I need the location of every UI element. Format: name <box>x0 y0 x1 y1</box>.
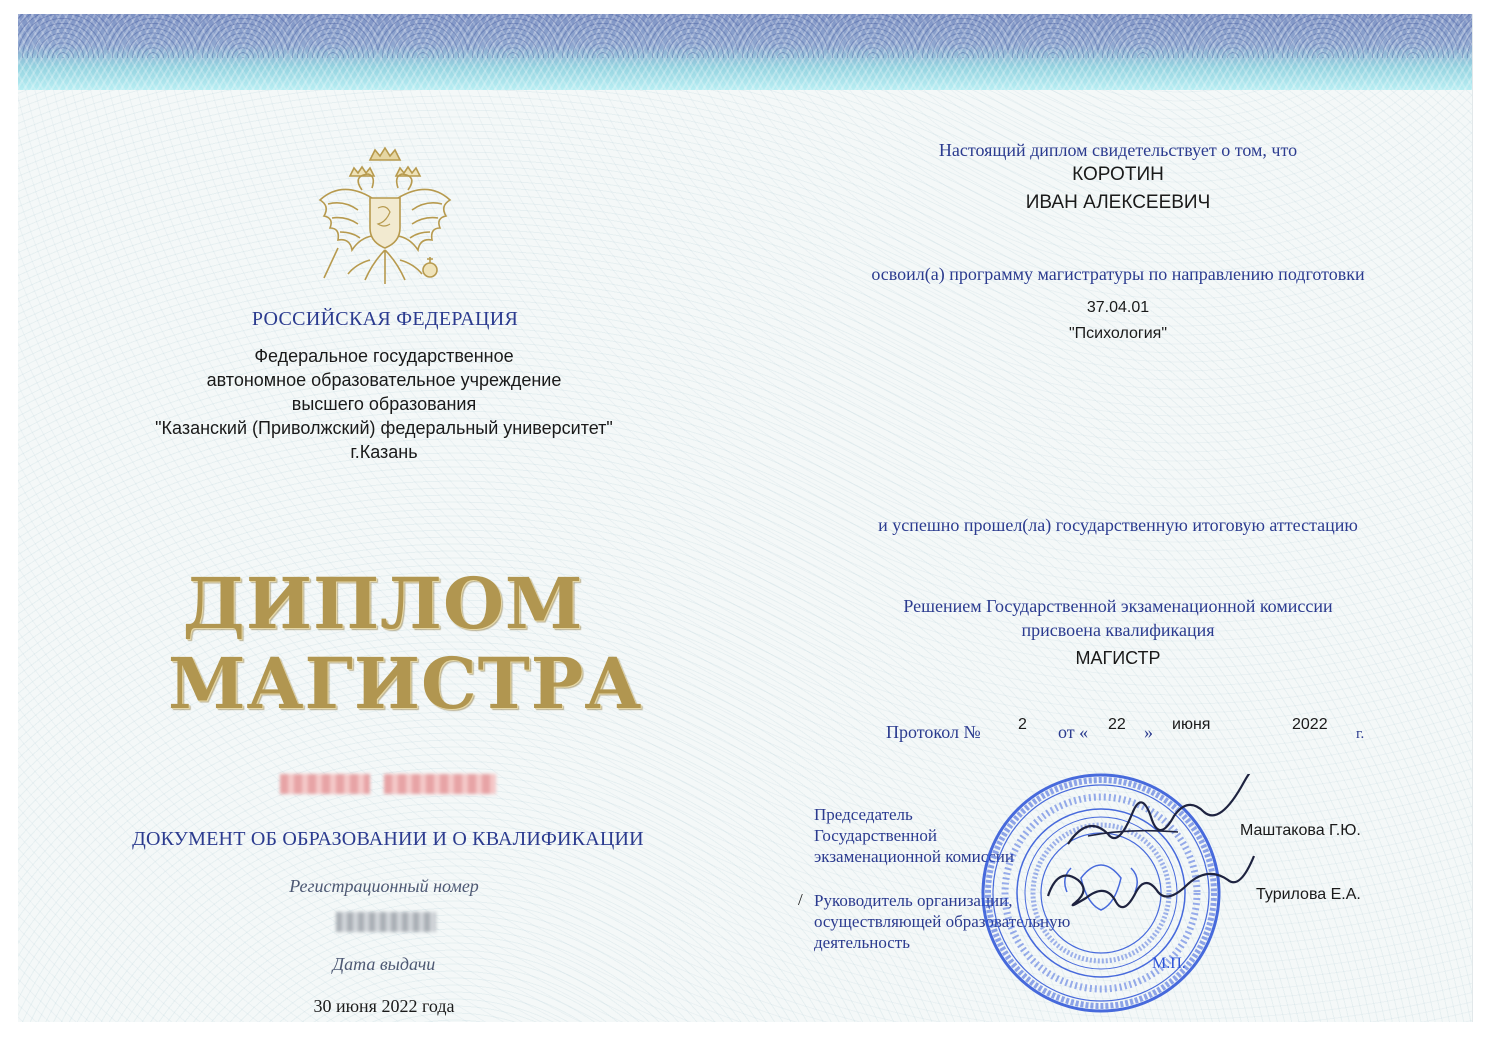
head-title-line: деятельность <box>814 933 910 952</box>
head-signature <box>1038 852 1258 922</box>
institution-name <box>134 344 634 464</box>
seal-mark-text: М.П. <box>1152 955 1186 972</box>
graduate-given-names: ИВАН АЛЕКСЕЕВИЧ <box>1025 192 1211 213</box>
protocol-number: 2 <box>1018 716 1027 733</box>
program-code: 37.04.01 <box>1086 299 1150 316</box>
protocol-close-quote: » <box>1144 722 1153 742</box>
protocol-from: от « <box>1058 722 1089 742</box>
institution-line: Федеральное государственное <box>254 346 514 366</box>
diploma-sheet <box>18 14 1473 1022</box>
protocol-line <box>886 716 1386 746</box>
redacted-number <box>384 774 496 794</box>
diploma-title-line2: МАГИСТРА <box>168 642 643 725</box>
coat-of-arms-icon <box>300 138 470 298</box>
protocol-label: Протокол № <box>886 722 981 742</box>
head-name: Турилова Е.А. <box>1256 886 1361 903</box>
attestation-text: и успешно прошел(ла) государственную итоговую аттестацию <box>878 515 1358 535</box>
qualification-assigned-text: присвоена квалификация <box>1021 620 1215 640</box>
diploma-title-line1: ДИПЛОМ <box>182 562 584 645</box>
head-title-line: осуществляющей образовательную <box>814 912 1071 931</box>
graduate-surname: КОРОТИН <box>1072 164 1164 185</box>
country-name: РОССИЙСКАЯ ФЕДЕРАЦИЯ <box>251 308 519 330</box>
protocol-month: июня <box>1172 716 1211 733</box>
chair-signature <box>1048 774 1278 864</box>
certifies-text: Настоящий диплом свидетельствует о том, что <box>938 140 1298 160</box>
chair-title-line: Председатель <box>814 805 913 824</box>
chair-name: Маштакова Г.Ю. <box>1240 822 1361 839</box>
institution-line: "Казанский (Приволжский) федеральный университет" <box>155 418 613 438</box>
protocol-year-suffix: г. <box>1356 726 1365 742</box>
institution-city: г.Казань <box>350 442 418 462</box>
redacted-series <box>280 774 370 794</box>
slash-mark: / <box>798 890 803 909</box>
registration-number-label: Регистрационный номер <box>289 876 479 896</box>
diploma-title <box>168 562 643 725</box>
institution-line: высшего образования <box>291 394 477 414</box>
issue-date: 30 июня 2022 года <box>313 996 455 1016</box>
chair-title-line: экзаменационной комиссии <box>814 847 1014 866</box>
issue-date-label: Дата выдачи <box>332 954 436 974</box>
redacted-registration-number <box>336 912 436 932</box>
institution-line: автономное образовательное учреждение <box>206 370 562 390</box>
program-name: "Психология" <box>1068 325 1167 342</box>
protocol-year: 2022 <box>1292 716 1328 733</box>
mastered-program-text: освоил(а) программу магистратуры по направлению подготовки <box>871 264 1365 284</box>
head-title-line: Руководитель организации, <box>814 891 1013 910</box>
document-type: ДОКУМЕНТ ОБ ОБРАЗОВАНИИ И О КВАЛИФИКАЦИИ <box>132 828 644 850</box>
guilloche-top-band <box>18 14 1472 90</box>
qualification: МАГИСТР <box>1075 648 1161 668</box>
chair-title-line: Государственной <box>814 826 937 845</box>
protocol-day: 22 <box>1108 716 1126 733</box>
commission-decision-text: Решением Государственной экзаменационной комиссии <box>903 596 1333 616</box>
